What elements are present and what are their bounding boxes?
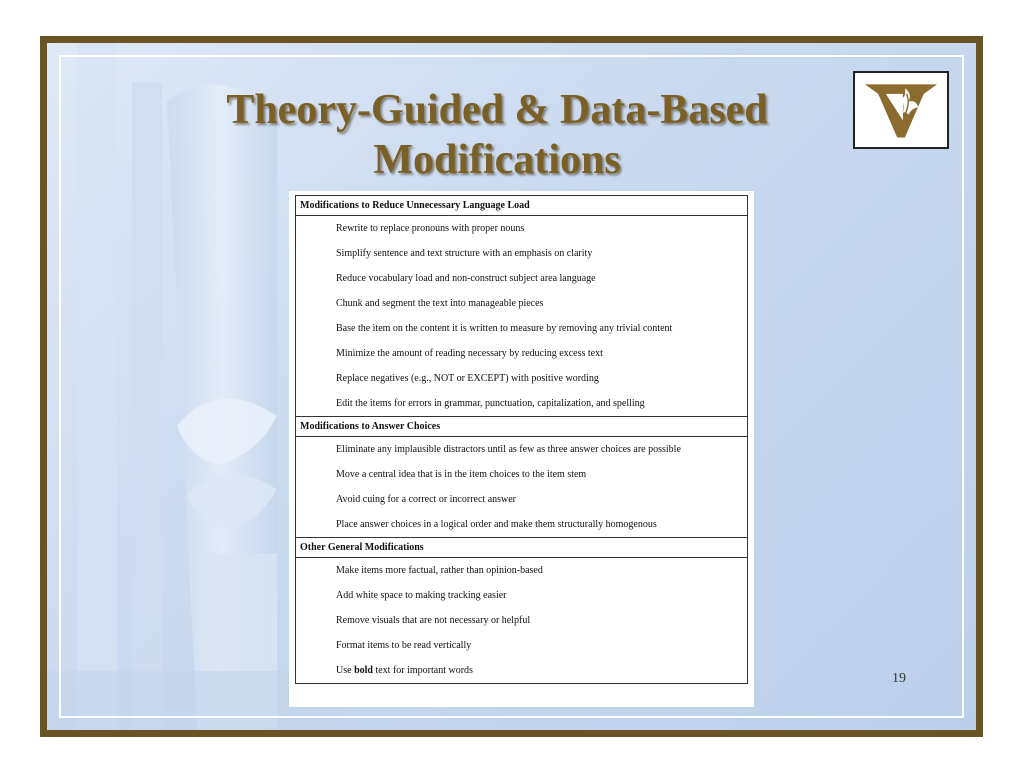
list-item: Simplify sentence and text structure with an emphasis on clarity bbox=[336, 248, 593, 259]
list-item: Format items to be read vertically bbox=[336, 640, 472, 651]
section-heading-row bbox=[296, 417, 748, 437]
section-heading: Modifications to Answer Choices bbox=[296, 417, 748, 437]
list-item-bold-word: bold bbox=[354, 665, 373, 676]
table-row bbox=[296, 633, 748, 658]
list-item: Chunk and segment the text into manageable pieces bbox=[336, 298, 544, 309]
table-row bbox=[296, 216, 748, 242]
list-item: Place answer choices in a logical order and make them structurally homogenous bbox=[336, 519, 657, 530]
table-row bbox=[296, 487, 748, 512]
table-row bbox=[296, 266, 748, 291]
list-item: Move a central idea that is in the item choices to the item stem bbox=[336, 469, 587, 480]
title-line-1: Theory-Guided & Data-Based bbox=[226, 87, 768, 133]
section-heading: Modifications to Reduce Unnecessary Language Load bbox=[296, 196, 748, 216]
table-row bbox=[296, 462, 748, 487]
table-row bbox=[296, 316, 748, 341]
table-row bbox=[296, 558, 748, 584]
page-number: 19 bbox=[892, 671, 906, 686]
list-item-prefix: Use bbox=[336, 665, 355, 676]
list-item: Add white space to making tracking easier bbox=[336, 590, 507, 601]
list-item: Avoid cuing for a correct or incorrect answer bbox=[336, 494, 517, 505]
list-item: Edit the items for errors in grammar, punctuation, capitalization, and spelling bbox=[336, 398, 645, 409]
list-item: Minimize the amount of reading necessary by reducing excess text bbox=[336, 348, 603, 359]
table-row bbox=[296, 366, 748, 391]
table-row bbox=[296, 341, 748, 366]
list-item: Eliminate any implausible distractors until as few as three answer choices are possible bbox=[336, 444, 681, 455]
list-item: Base the item on the content it is written to measure by removing any trivial content bbox=[336, 323, 673, 334]
title-line-2: Modifications bbox=[373, 137, 621, 183]
table-row bbox=[296, 658, 748, 684]
list-item-suffix: text for important words bbox=[372, 665, 473, 676]
table-row bbox=[296, 437, 748, 463]
table-row bbox=[296, 391, 748, 417]
list-item: Make items more factual, rather than opinion-based bbox=[336, 565, 543, 576]
list-item: Remove visuals that are not necessary or helpful bbox=[336, 615, 531, 626]
modifications-table-image bbox=[289, 191, 754, 707]
table-row bbox=[296, 291, 748, 316]
slide-title bbox=[137, 85, 857, 185]
table-row bbox=[296, 512, 748, 538]
slide-frame bbox=[40, 36, 983, 737]
list-item: Rewrite to replace pronouns with proper nouns bbox=[336, 223, 525, 234]
v-oak-leaf-icon bbox=[855, 73, 947, 147]
modifications-table bbox=[295, 195, 748, 684]
vanderbilt-logo bbox=[853, 71, 949, 149]
table-row bbox=[296, 583, 748, 608]
list-item: Reduce vocabulary load and non-construct subject area language bbox=[336, 273, 596, 284]
section-heading-row bbox=[296, 538, 748, 558]
section-heading: Other General Modifications bbox=[296, 538, 748, 558]
section-heading-row bbox=[296, 196, 748, 216]
table-row bbox=[296, 608, 748, 633]
list-item bbox=[296, 658, 748, 684]
list-item: Replace negatives (e.g., NOT or EXCEPT) with positive wording bbox=[336, 373, 599, 384]
table-row bbox=[296, 241, 748, 266]
